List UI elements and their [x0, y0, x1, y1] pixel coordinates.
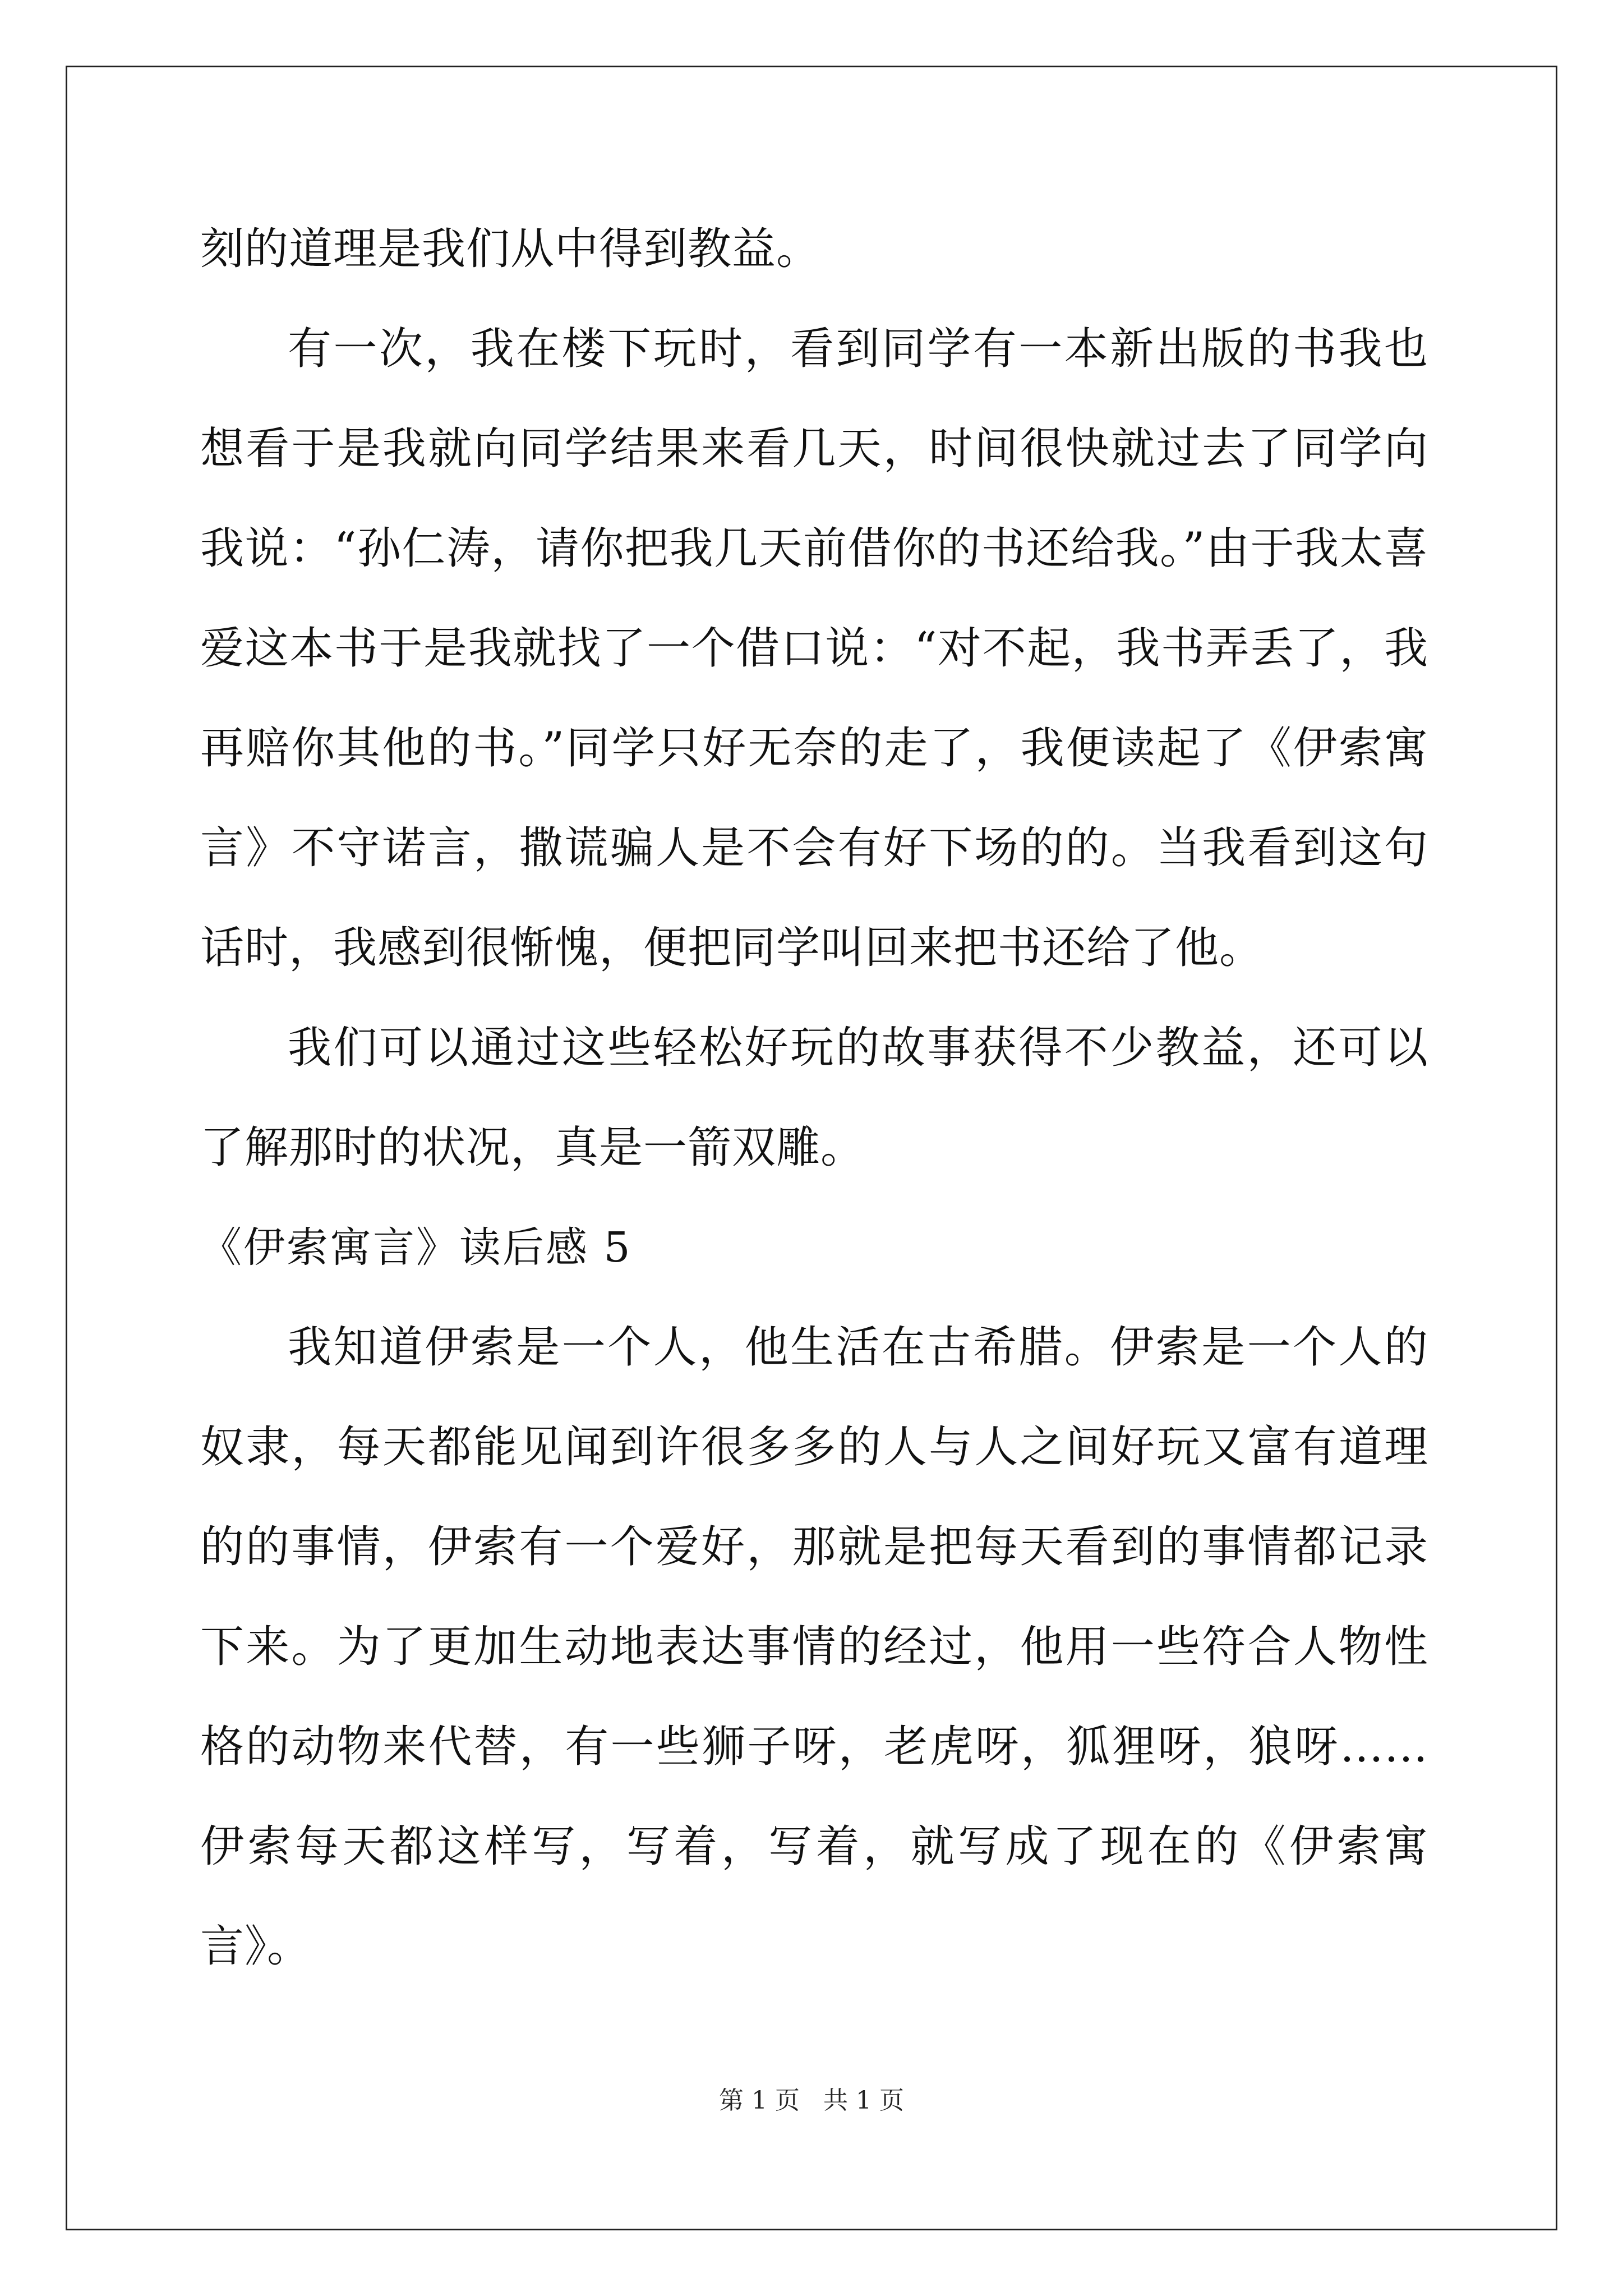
page-number: 第 1 页	[719, 2086, 800, 2115]
paragraph-4: 我知道伊索是一个人，他生活在古希腊。伊索是一个人的奴隶，每天都能见闻到许很多多的人与人之间好玩又富有道理的的事情，伊索有一个爱好，那就是把每天看到的事情都记录下来。为了更加生动地表达事情的经过，他用一些符合人物性格的动物来代替，有一些狮子呀，老虎呀，狐狸呀，狼呀……伊索每天都这样写，写着，写着，就写成了现在的《伊索寓言》。	[200, 1322, 1428, 1972]
paragraph-3: 我们可以通过这些轻松好玩的故事获得不少教益，还可以了解那时的状况，真是一箭双雕。	[200, 1023, 1428, 1173]
section-heading: 《伊索寓言》读后感 5	[200, 1223, 632, 1272]
paragraph-2: 有一次，我在楼下玩时，看到同学有一本新出版的书我也想看于是我就向同学结果来看几天，时间很快就过去了同学向我说：“孙仁涛，请你把我几天前借你的书还给我。”由于我太喜爱这本书于是我就找了一个借口说：“对不起，我书弄丢了，我再赔你其他的书。”同学只好无奈的走了，我便读起了《伊索寓言》不守诺言，撒谎骗人是不会有好下场的的。当我看到这句话时，我感到很惭愧，便把同学叫回来把书还给了他。	[200, 324, 1428, 973]
page-total: 共 1 页	[823, 2086, 904, 2115]
page-footer	[0, 2084, 1623, 2118]
paragraph-1: 刻的道理是我们从中得到教益。	[200, 224, 821, 274]
document-body	[200, 199, 1428, 1996]
